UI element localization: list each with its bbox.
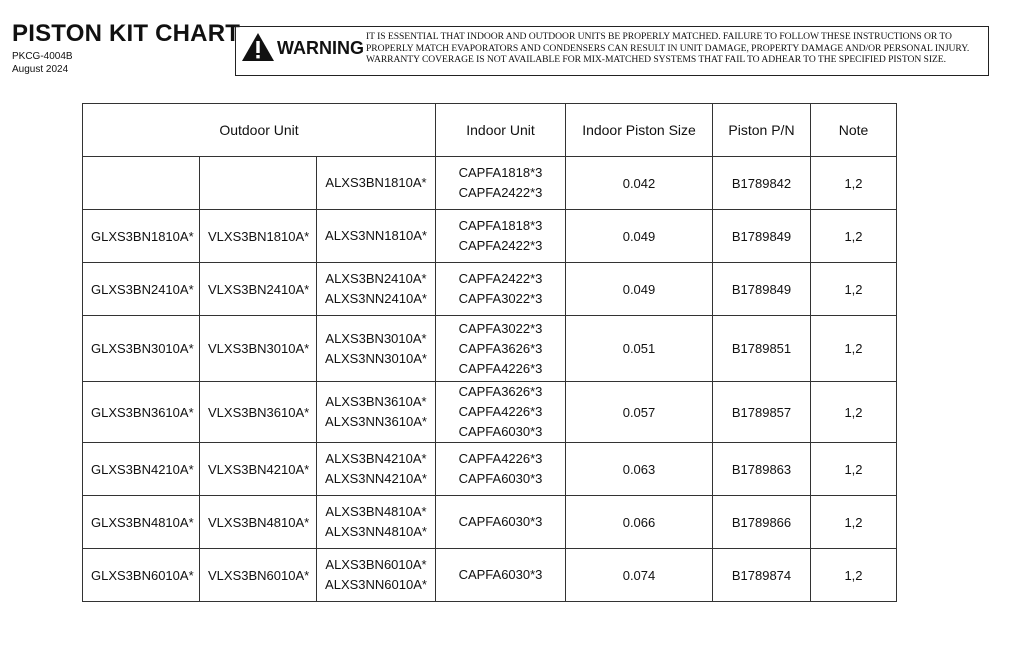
piston-size: 0.049: [566, 210, 713, 263]
note: 1,2: [811, 263, 897, 316]
outdoor-a-models: [317, 443, 436, 496]
header-outdoor-unit: Outdoor Unit: [83, 104, 436, 157]
piston-pn: B1789866: [713, 496, 811, 549]
indoor-units: [436, 263, 566, 316]
outdoor-a-models: [317, 382, 436, 443]
indoor-units: [436, 549, 566, 602]
outdoor-a-model: ALXS3NN4810A*: [325, 524, 427, 539]
table-row: [83, 210, 897, 263]
header-indoor-unit: Indoor Unit: [436, 104, 566, 157]
indoor-unit: CAPFA1818*3: [458, 218, 543, 233]
outdoor-g-model: GLXS3BN6010A*: [83, 549, 200, 602]
piston-pn: B1789849: [713, 263, 811, 316]
indoor-units: [436, 496, 566, 549]
document-code: PKCG-4004B: [12, 51, 73, 62]
outdoor-a-models: [317, 157, 436, 210]
piston-kit-table: [82, 103, 897, 602]
piston-size: 0.066: [566, 496, 713, 549]
outdoor-a-model: ALXS3BN3610A*: [325, 394, 427, 409]
header-indoor-piston-size: Indoor Piston Size: [566, 104, 713, 157]
outdoor-a-model: ALXS3BN6010A*: [325, 557, 427, 572]
document-date: August 2024: [12, 64, 69, 75]
header-note: Note: [811, 104, 897, 157]
warning-label: WARNING: [277, 38, 364, 58]
piston-pn: B1789857: [713, 382, 811, 443]
outdoor-g-model: GLXS3BN4210A*: [83, 443, 200, 496]
note: 1,2: [811, 496, 897, 549]
outdoor-g-model: GLXS3BN4810A*: [83, 496, 200, 549]
warning-box: [235, 26, 989, 76]
outdoor-g-model: GLXS3BN3610A*: [83, 382, 200, 443]
warning-line: WARRANTY COVERAGE IS NOT AVAILABLE FOR MIX-MATCHED SYSTEMS THAT FAIL TO ADHEAR TO THE SPECIFIED PISTON SIZE.: [366, 54, 946, 65]
piston-pn: B1789851: [713, 316, 811, 382]
outdoor-v-model: VLXS3BN6010A*: [200, 549, 317, 602]
indoor-units: [436, 210, 566, 263]
indoor-unit: CAPFA2422*3: [458, 185, 543, 200]
table-row: [83, 382, 897, 443]
warning-triangle-icon: [241, 32, 275, 62]
warning-line: IT IS ESSENTIAL THAT INDOOR AND OUTDOOR UNITS BE PROPERLY MATCHED. FAILURE TO FOLLOW THESE INSTRUCTIONS OR TO: [366, 31, 952, 42]
table-row: [83, 549, 897, 602]
table-header-row: [83, 104, 897, 157]
indoor-unit: CAPFA3022*3: [458, 320, 543, 336]
outdoor-a-model: ALXS3NN1810A*: [325, 228, 427, 243]
indoor-unit: CAPFA3626*3: [458, 340, 543, 356]
outdoor-a-models: [317, 496, 436, 549]
outdoor-a-model: ALXS3NN4210A*: [325, 471, 427, 486]
outdoor-a-model: ALXS3BN3010A*: [325, 330, 427, 346]
outdoor-g-model: GLXS3BN3010A*: [83, 316, 200, 382]
indoor-unit: CAPFA6030*3: [458, 567, 543, 582]
outdoor-a-model: ALXS3BN4210A*: [325, 451, 427, 466]
outdoor-v-model: [200, 157, 317, 210]
indoor-unit: CAPFA6030*3: [458, 514, 543, 529]
note: 1,2: [811, 382, 897, 443]
piston-size: 0.042: [566, 157, 713, 210]
warning-text: [366, 31, 986, 66]
indoor-unit: CAPFA4226*3: [458, 451, 543, 466]
outdoor-a-model: ALXS3BN2410A*: [325, 271, 427, 286]
indoor-unit: CAPFA3022*3: [458, 291, 543, 306]
outdoor-g-model: GLXS3BN1810A*: [83, 210, 200, 263]
header-piston-pn: Piston P/N: [713, 104, 811, 157]
outdoor-a-model: ALXS3BN1810A*: [325, 175, 427, 190]
outdoor-g-model: GLXS3BN2410A*: [83, 263, 200, 316]
page-title: PISTON KIT CHART: [12, 20, 241, 47]
note: 1,2: [811, 316, 897, 382]
outdoor-v-model: VLXS3BN4210A*: [200, 443, 317, 496]
outdoor-a-model: ALXS3BN4810A*: [325, 504, 427, 519]
indoor-unit: CAPFA4226*3: [458, 360, 543, 376]
outdoor-v-model: VLXS3BN3610A*: [200, 382, 317, 443]
indoor-unit: CAPFA2422*3: [458, 238, 543, 253]
note: 1,2: [811, 210, 897, 263]
table-row: [83, 157, 897, 210]
piston-pn: B1789849: [713, 210, 811, 263]
indoor-unit: CAPFA6030*3: [458, 471, 543, 486]
indoor-unit: CAPFA4226*3: [458, 404, 543, 419]
outdoor-a-models: [317, 549, 436, 602]
outdoor-a-model: ALXS3NN2410A*: [325, 291, 427, 306]
indoor-units: [436, 157, 566, 210]
indoor-unit: CAPFA3626*3: [458, 384, 543, 399]
outdoor-v-model: VLXS3BN3010A*: [200, 316, 317, 382]
piston-pn: B1789874: [713, 549, 811, 602]
indoor-unit: CAPFA2422*3: [458, 271, 543, 286]
table-row: [83, 496, 897, 549]
note: 1,2: [811, 157, 897, 210]
piston-size: 0.057: [566, 382, 713, 443]
piston-pn: B1789842: [713, 157, 811, 210]
warning-line: PROPERLY MATCH EVAPORATORS AND CONDENSERS CAN RESULT IN UNIT DAMAGE, PROPERTY DAMAGE AND/OR PERSONAL INJURY.: [366, 42, 970, 54]
piston-size: 0.049: [566, 263, 713, 316]
outdoor-v-model: VLXS3BN4810A*: [200, 496, 317, 549]
piston-pn: B1789863: [713, 443, 811, 496]
indoor-units: [436, 382, 566, 443]
outdoor-a-model: ALXS3NN3610A*: [325, 414, 427, 429]
outdoor-a-models: [317, 316, 436, 382]
outdoor-a-models: [317, 210, 436, 263]
note: 1,2: [811, 549, 897, 602]
outdoor-v-model: VLXS3BN1810A*: [200, 210, 317, 263]
outdoor-a-models: [317, 263, 436, 316]
outdoor-g-model: [83, 157, 200, 210]
indoor-units: [436, 443, 566, 496]
outdoor-a-model: ALXS3NN6010A*: [325, 577, 427, 592]
indoor-units: [436, 316, 566, 382]
outdoor-v-model: VLXS3BN2410A*: [200, 263, 317, 316]
table-row: [83, 443, 897, 496]
piston-size: 0.051: [566, 316, 713, 382]
outdoor-a-model: ALXS3NN3010A*: [325, 350, 427, 366]
indoor-unit: CAPFA6030*3: [458, 424, 543, 439]
table-row: [83, 263, 897, 316]
note: 1,2: [811, 443, 897, 496]
table-row: [83, 316, 897, 382]
indoor-unit: CAPFA1818*3: [458, 165, 543, 180]
piston-size: 0.074: [566, 549, 713, 602]
piston-size: 0.063: [566, 443, 713, 496]
